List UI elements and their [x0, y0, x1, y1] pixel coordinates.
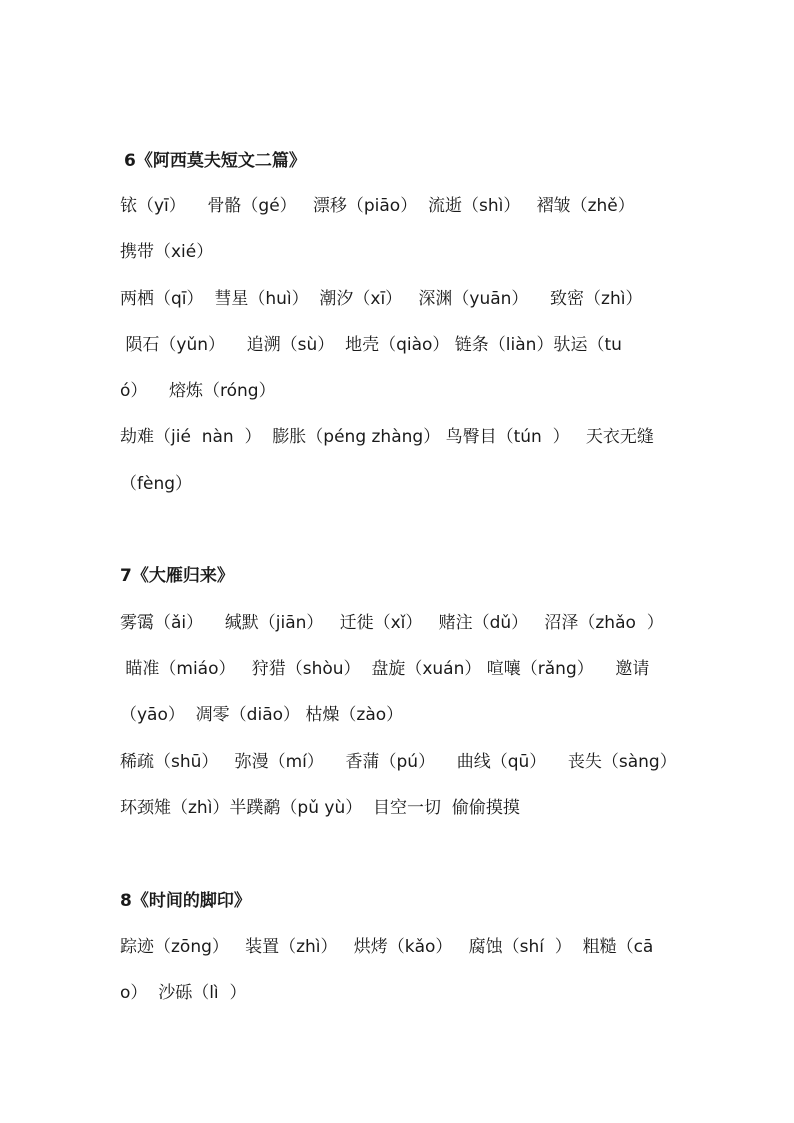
section-6-line-1: 铱（yī） 骨骼（gé） 漂移（piāo） 流逝（shì） 褶皱（zhě） — [120, 196, 635, 216]
section-6-title: 6《阿西莫夫短文二篇》 — [124, 151, 306, 171]
section-6-line-4: 陨石（yǔn） 追溯（sù） 地壳（qiào） 链条（liàn）驮运（tu — [120, 335, 622, 355]
section-7-line-4: 稀疏（shū） 弥漫（mí） 香蒲（pú） 曲线（qū） 丧失（sàng） — [120, 752, 677, 772]
section-6-line-6: 劫难（jié nàn ） 膨胀（péng zhàng） 鸟臀目（tún ） 天衣无缝 — [120, 427, 654, 447]
section-7-title: 7《大雁归来》 — [120, 566, 234, 586]
section-8-title: 8《时间的脚印》 — [120, 891, 251, 911]
section-6-line-7: （fèng） — [120, 474, 193, 494]
section-8-line-2: o） 沙砾（lì ） — [120, 983, 247, 1003]
section-7-line-2: 瞄准（miáo） 狩猎（shòu） 盘旋（xuán） 喧嚷（rǎng） 邀请 — [120, 659, 650, 679]
section-6-line-2: 携带（xié） — [120, 242, 214, 262]
section-7-line-5: 环颈雉（zhì）半蹼鹬（pǔ yù） 目空一切 偷偷摸摸 — [120, 798, 520, 818]
section-6-line-3: 两栖（qī） 彗星（huì） 潮汐（xī） 深渊（yuān） 致密（zhì） — [120, 289, 643, 309]
section-7-line-3: （yāo） 凋零（diāo） 枯燥（zào） — [120, 705, 404, 725]
section-6-line-5: ó） 熔炼（róng） — [120, 381, 276, 401]
section-7-line-1: 雾霭（ǎi） 缄默（jiān） 迁徙（xǐ） 赌注（dǔ） 沼泽（zhǎo ） — [120, 613, 664, 633]
section-8-line-1: 踪迹（zōng） 装置（zhì） 烘烤（kǎo） 腐蚀（shí ） 粗糙（cā — [120, 937, 654, 957]
